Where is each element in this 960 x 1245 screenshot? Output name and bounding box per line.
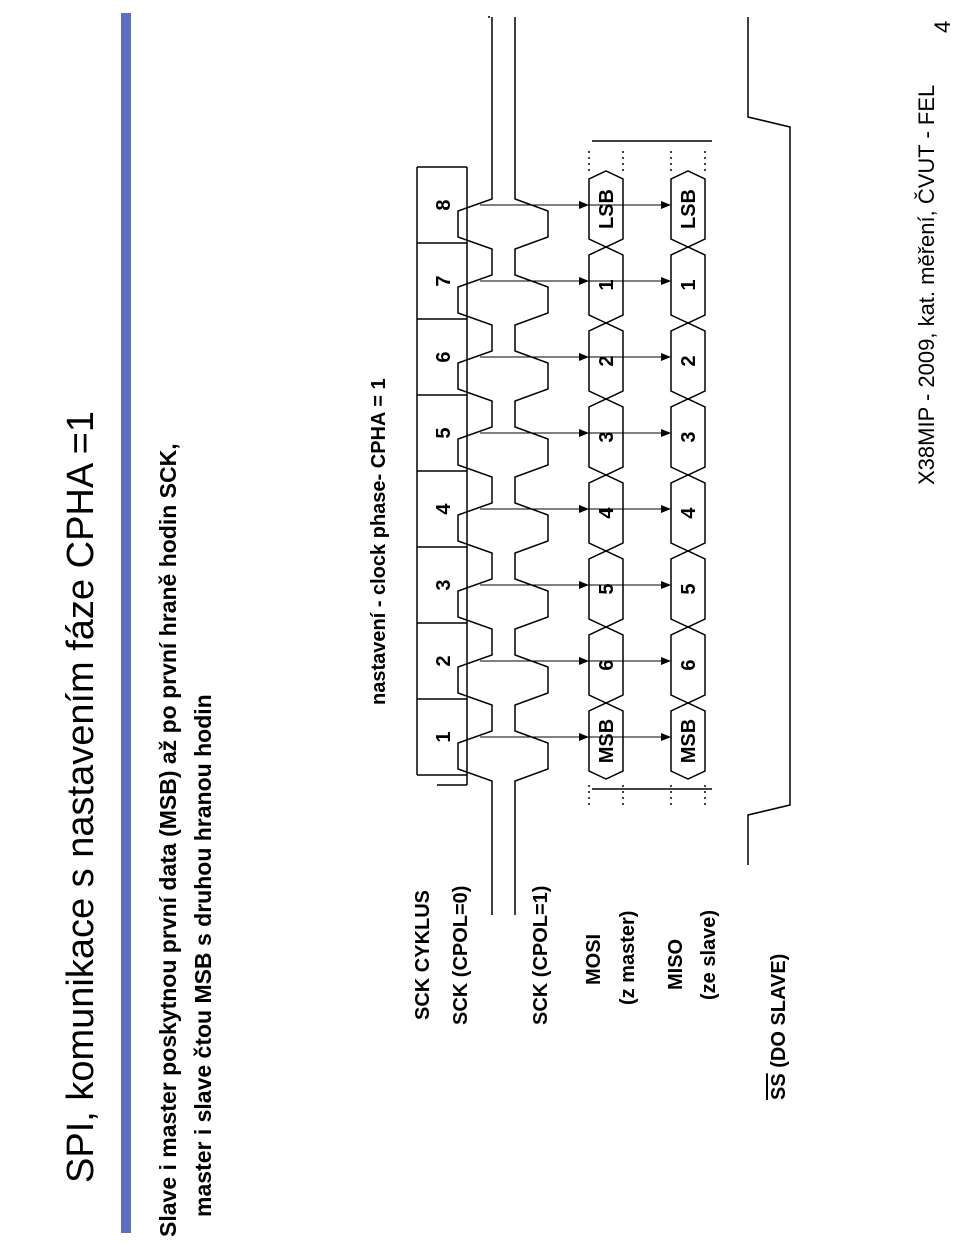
cycle-number: 1 (433, 731, 455, 743)
miso-bit-label: 1 (678, 279, 700, 291)
mosi-bit-label: 2 (596, 355, 618, 367)
mosi-bit-label: 4 (596, 507, 618, 519)
diagram-subtitle: nastavení - clock phase- CPHA = 1 (368, 378, 390, 705)
label-miso: MISO (665, 938, 687, 990)
mosi-bit-label: 5 (596, 583, 618, 595)
label-mosi: MOSI (583, 933, 605, 985)
mosi-bit-label: 6 (596, 659, 618, 671)
ss-waveform (748, 17, 790, 865)
sck-cpol1-waveform (515, 17, 548, 915)
label-sck-cycle: SCK CYKLUS (412, 889, 434, 1020)
miso-bit-label: 6 (678, 659, 700, 671)
cycle-number: 4 (433, 503, 455, 515)
label-miso-sub: (ze slave) (698, 909, 720, 1000)
label-ss-bar: $\overline{SS}$ (768, 1073, 790, 1100)
footer-text: X38MIP - 2009, kat. měření, ČVUT - FEL (914, 84, 939, 485)
cycle-number: 2 (433, 655, 455, 667)
mosi-bit-label: LSB (596, 189, 618, 229)
description-line-1: Slave i master poskytnou první data (MSB) až po první hraně hodin SCK, (155, 443, 181, 1237)
mosi-bit-label: MSB (596, 718, 618, 764)
miso-bit-label: MSB (678, 718, 700, 764)
label-mosi-sub: (z master) (617, 910, 639, 1005)
label-sck-cpol1: SCK (CPOL=1) (530, 885, 552, 1025)
cycle-number: 3 (433, 579, 455, 591)
miso-bit-label: 3 (678, 431, 700, 443)
mosi-bit-label: 3 (596, 431, 618, 443)
miso-bit-label: LSB (678, 189, 700, 229)
miso-bit-label: 2 (678, 355, 700, 367)
cycle-number: 5 (433, 427, 455, 439)
cycle-number: 7 (433, 275, 455, 287)
label-ss-rest: (DO SLAVE) (768, 953, 790, 1074)
sck-cpol0-waveform (458, 17, 492, 915)
description-line-2: master i slave čtou MSB s druhou hranou hodin (190, 694, 216, 1217)
mosi-bit-label: 1 (596, 279, 618, 291)
cycle-number: 6 (433, 351, 455, 363)
miso-bit-label: 4 (678, 507, 700, 519)
cycle-number: 8 (433, 199, 455, 211)
slide-title: SPI, komunikace s nastavením fáze CPHA =1 (60, 411, 102, 1183)
page-number: 4 (930, 20, 955, 33)
label-sck-cpol0: SCK (CPOL=0) (450, 885, 472, 1025)
miso-bit-label: 5 (678, 583, 700, 595)
